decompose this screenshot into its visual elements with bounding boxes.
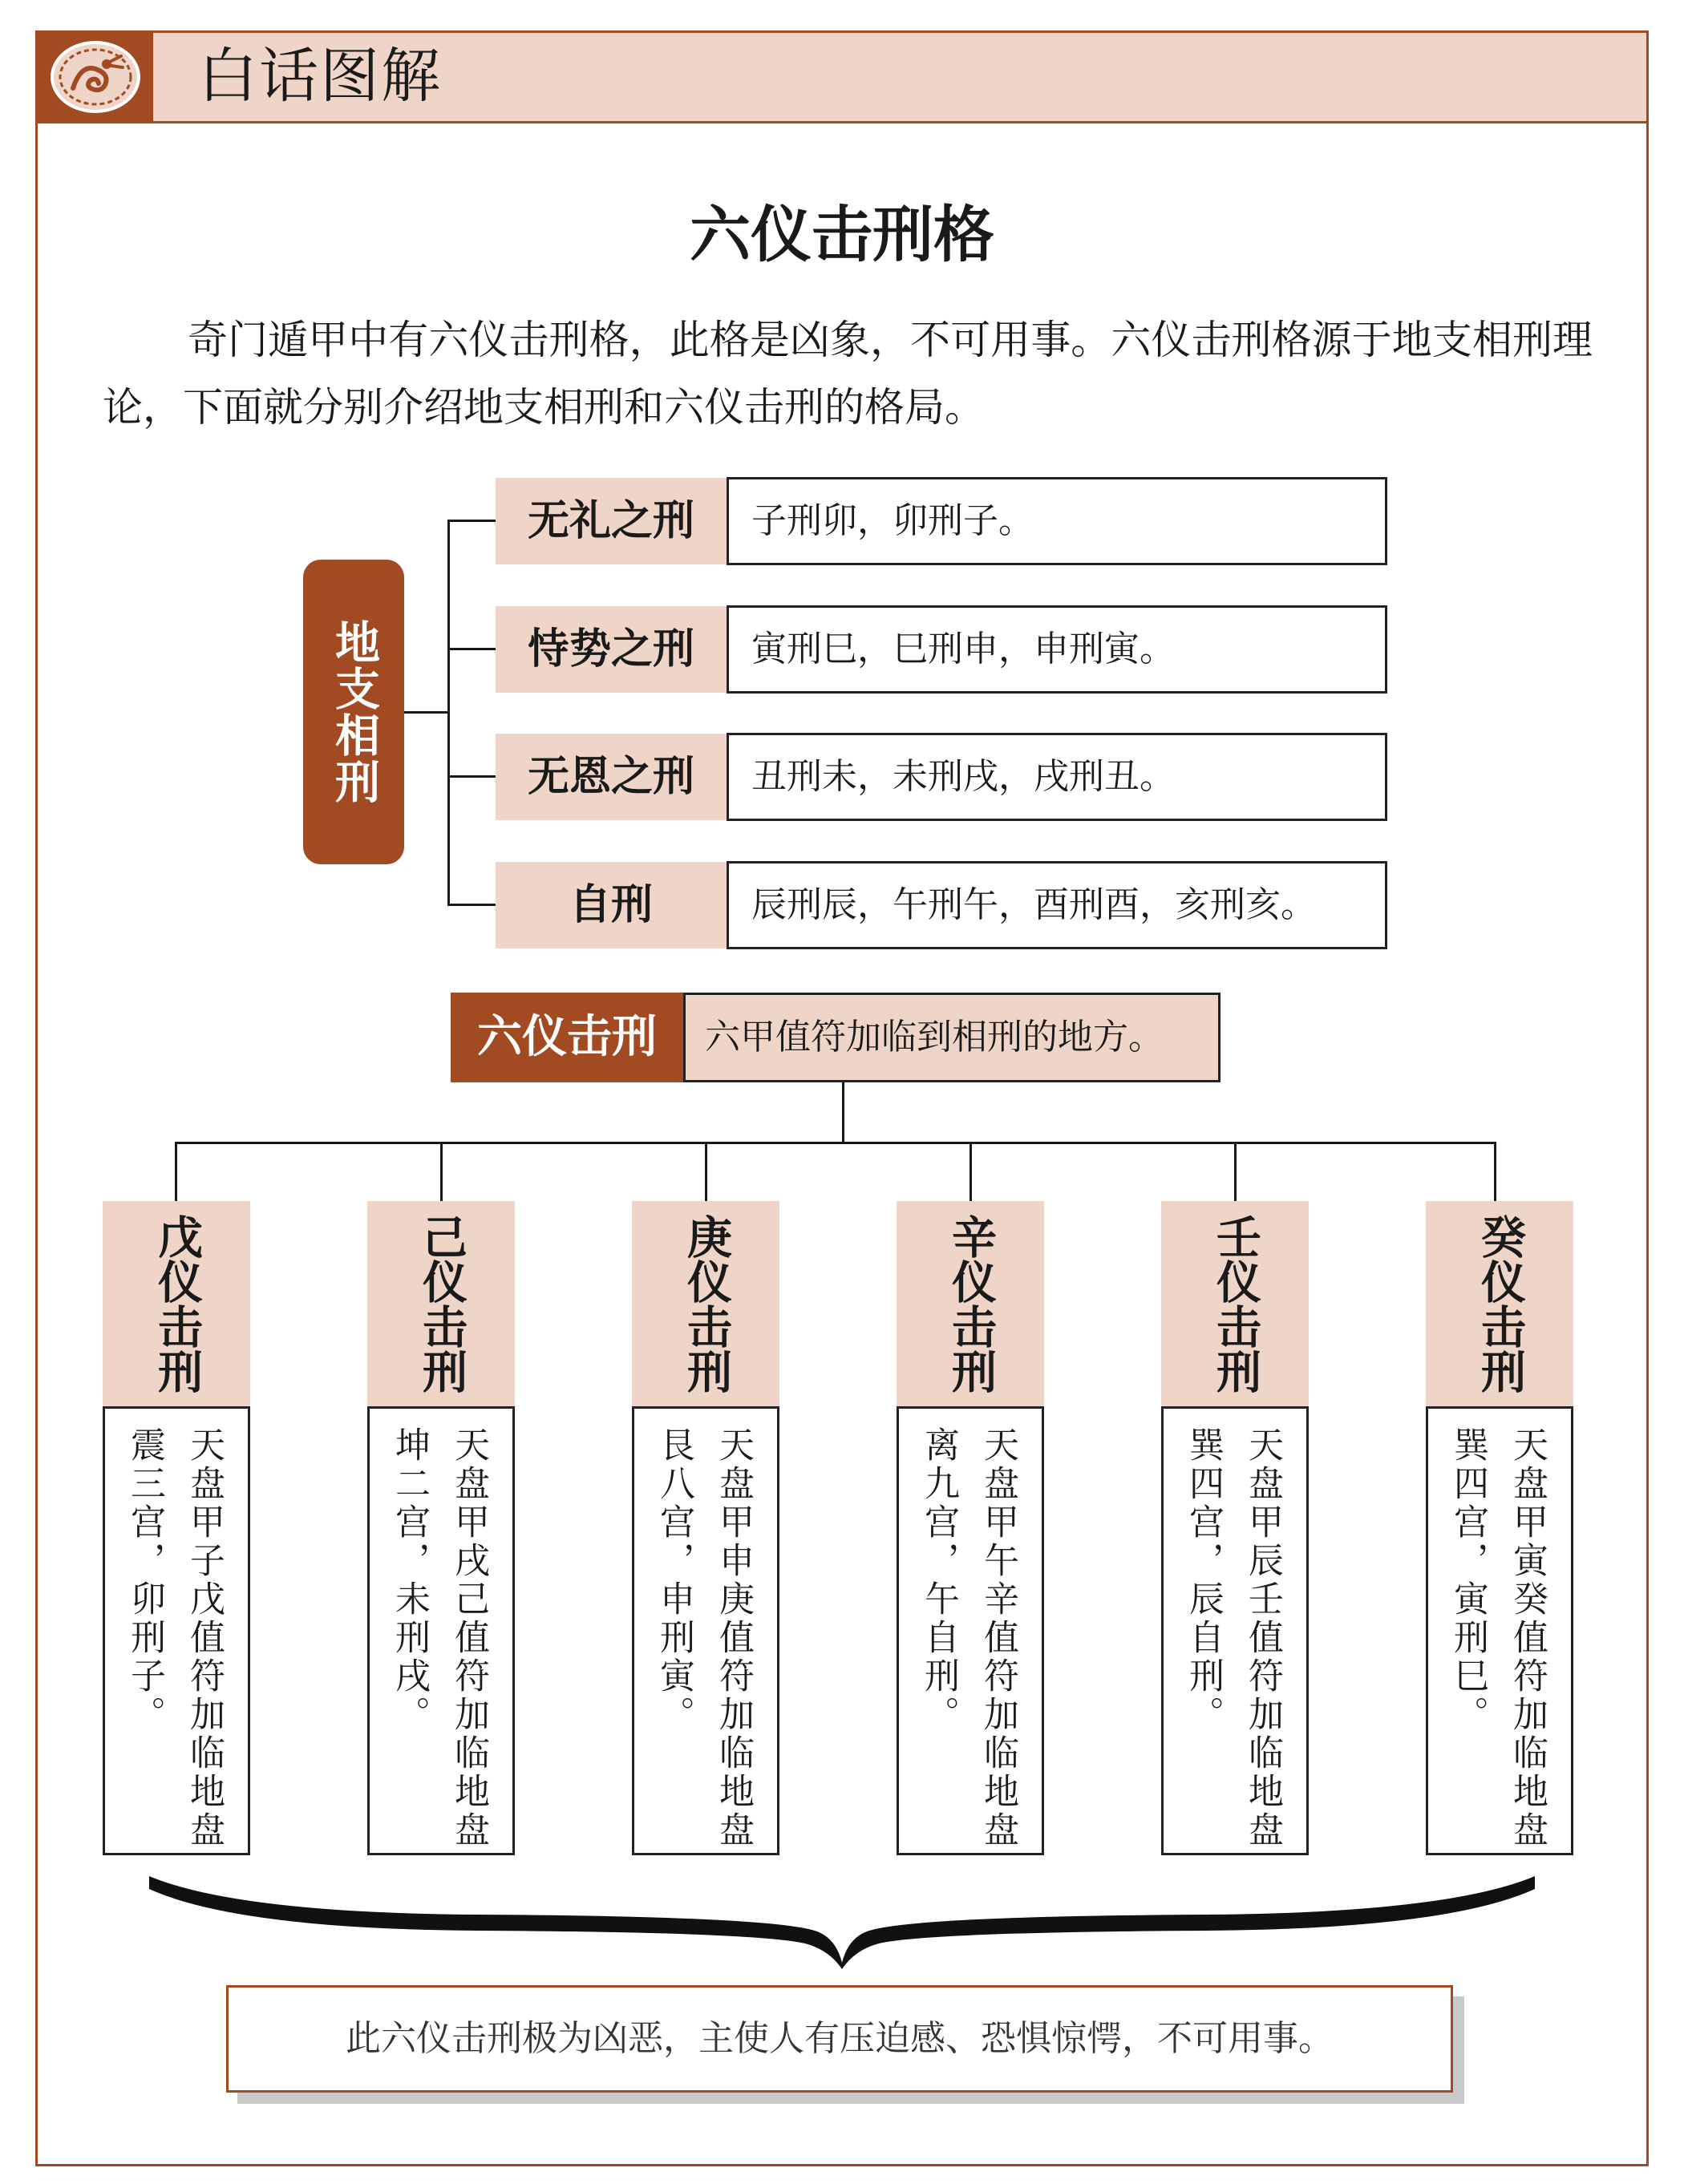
liuyi-column-body: 天盘甲申庚值符加临地盘艮八宫，申刑寅。	[632, 1406, 779, 1855]
liuyi-drop-line	[1494, 1142, 1496, 1203]
dizhi-item-name: 无恩之刑	[496, 734, 727, 820]
liuyi-bus-line	[175, 1142, 1496, 1144]
dizhi-stem-line	[404, 711, 449, 714]
liuyi-column-body: 天盘甲辰壬值符加临地盘巽四宫，辰自刑。	[1161, 1406, 1309, 1855]
liuyi-drop-line	[1234, 1142, 1237, 1203]
dragon-emblem-icon	[49, 40, 142, 114]
dizhi-branch-3	[447, 775, 496, 778]
liuyi-column-head: 辛仪击刑	[897, 1201, 1044, 1406]
liuyi-column-head: 己仪击刑	[367, 1201, 515, 1406]
curly-brace-icon	[141, 1857, 1543, 1969]
header-bar	[35, 30, 1649, 123]
dizhi-branch-4	[447, 904, 496, 906]
liuyi-label: 六仪击刑	[451, 993, 683, 1082]
liuyi-drop-line	[705, 1142, 707, 1203]
dizhi-item-name: 无礼之刑	[496, 478, 727, 564]
dizhi-item-desc: 丑刑未，未刑戌，戌刑丑。	[727, 733, 1387, 821]
dizhi-label: 地支相刑	[303, 560, 404, 864]
liuyi-column-body: 天盘甲子戊值符加临地盘震三宫，卯刑子。	[103, 1406, 250, 1855]
dizhi-branch-2	[447, 648, 496, 650]
intro-paragraph: 奇门遁甲中有六仪击刑格，此格是凶象，不可用事。六仪击刑格源于地支相刑理论，下面就分别介绍地支相刑和六仪击刑的格局。	[103, 317, 1593, 431]
liuyi-drop-line	[440, 1142, 443, 1203]
liuyi-column-head: 癸仪击刑	[1426, 1201, 1573, 1406]
dizhi-branch-1	[447, 520, 496, 522]
dizhi-spine-line	[447, 520, 450, 906]
header-title: 白话图解	[198, 42, 442, 111]
dizhi-item-name: 恃势之刑	[496, 606, 727, 693]
liuyi-drop-line	[970, 1142, 972, 1203]
liuyi-stem-line	[842, 1082, 844, 1143]
liuyi-column-head: 壬仪击刑	[1161, 1201, 1309, 1406]
liuyi-column-body: 天盘甲寅癸值符加临地盘巽四宫，寅刑巳。	[1426, 1406, 1573, 1855]
liuyi-column-body: 天盘甲午辛值符加临地盘离九宫，午自刑。	[897, 1406, 1044, 1855]
dizhi-item-name: 自刑	[496, 862, 727, 948]
dizhi-item-desc: 子刑卯，卯刑子。	[727, 477, 1387, 565]
liuyi-column-body: 天盘甲戌己值符加临地盘坤二宫，未刑戌。	[367, 1406, 515, 1855]
liuyi-column-head: 庚仪击刑	[632, 1201, 779, 1406]
liuyi-desc: 六甲值符加临到相刑的地方。	[683, 993, 1220, 1082]
liuyi-drop-line	[175, 1142, 177, 1203]
summary-box: 此六仪击刑极为凶恶，主使人有压迫感、恐惧惊愕，不可用事。	[226, 1985, 1453, 2093]
page-title: 六仪击刑格	[690, 199, 994, 270]
dizhi-item-desc: 辰刑辰，午刑午，酉刑酉，亥刑亥。	[727, 861, 1387, 949]
dizhi-item-desc: 寅刑巳，巳刑申，申刑寅。	[727, 605, 1387, 694]
liuyi-column-head: 戊仪击刑	[103, 1201, 250, 1406]
logo-box	[38, 33, 153, 121]
